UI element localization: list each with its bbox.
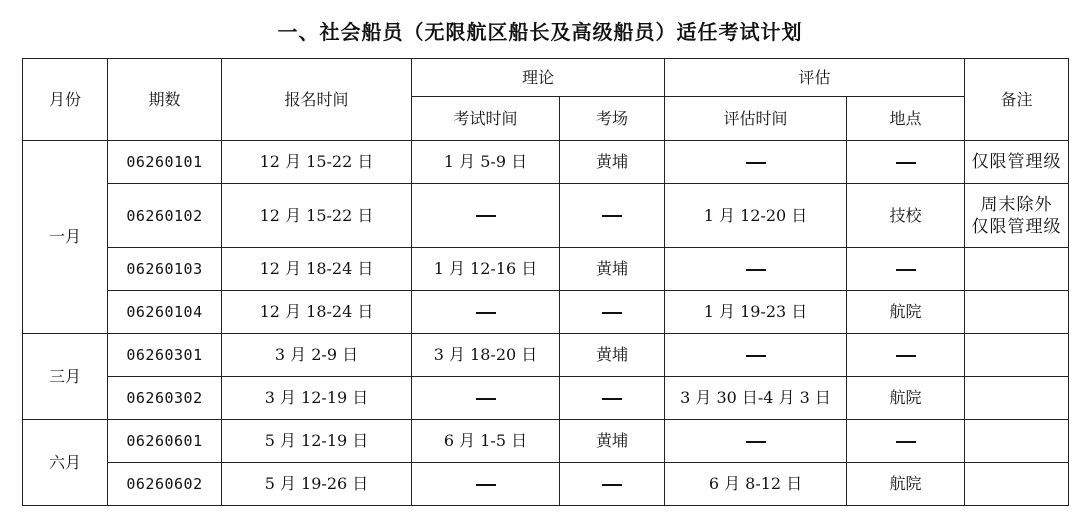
dash-mark [746, 269, 766, 271]
month-cell-mar: 三月 [23, 334, 108, 420]
period-cell: 06260101 [108, 141, 222, 184]
dash-mark [476, 398, 496, 400]
assessment-time-cell: 3 月 30 日-4 月 3 日 [665, 377, 847, 420]
header-row-1 [23, 59, 1069, 97]
dash-mark [896, 269, 916, 271]
dash-mark [602, 312, 622, 314]
table-row [23, 248, 1069, 291]
location-cell: 航院 [847, 291, 965, 334]
remarks-cell [965, 248, 1069, 291]
header-theory: 理论 [412, 59, 665, 97]
registration-cell: 12 月 15-22 日 [222, 141, 412, 184]
location-cell: 航院 [847, 463, 965, 506]
period-cell: 06260602 [108, 463, 222, 506]
dash-mark [746, 162, 766, 164]
dash-mark [602, 215, 622, 217]
assessment-time-cell [665, 420, 847, 463]
header-location: 地点 [847, 97, 965, 141]
exam-schedule-table [22, 58, 1069, 506]
location-cell: 航院 [847, 377, 965, 420]
period-cell: 06260301 [108, 334, 222, 377]
dash-mark [476, 312, 496, 314]
location-cell [847, 248, 965, 291]
dash-mark [746, 441, 766, 443]
assessment-time-cell: 1 月 12-20 日 [665, 184, 847, 248]
venue-cell [560, 291, 665, 334]
location-cell [847, 334, 965, 377]
registration-cell: 12 月 15-22 日 [222, 184, 412, 248]
period-cell: 06260601 [108, 420, 222, 463]
venue-cell: 黄埔 [560, 248, 665, 291]
header-venue: 考场 [560, 97, 665, 141]
header-registration: 报名时间 [222, 59, 412, 141]
period-cell: 06260104 [108, 291, 222, 334]
remarks-cell [965, 463, 1069, 506]
table-row [23, 334, 1069, 377]
exam-time-cell: 1 月 5-9 日 [412, 141, 560, 184]
venue-cell: 黄埔 [560, 334, 665, 377]
venue-cell: 黄埔 [560, 141, 665, 184]
table-row [23, 291, 1069, 334]
remarks-cell [965, 334, 1069, 377]
header-month: 月份 [23, 59, 108, 141]
exam-time-cell [412, 463, 560, 506]
dash-mark [896, 441, 916, 443]
exam-time-cell: 3 月 18-20 日 [412, 334, 560, 377]
period-cell: 06260302 [108, 377, 222, 420]
header-assessment: 评估 [665, 59, 965, 97]
remarks-line: 仅限管理级 [971, 216, 1062, 237]
location-cell [847, 420, 965, 463]
dash-mark [896, 162, 916, 164]
exam-time-cell: 6 月 1-5 日 [412, 420, 560, 463]
header-assessment-time: 评估时间 [665, 97, 847, 141]
dash-mark [602, 484, 622, 486]
period-cell: 06260102 [108, 184, 222, 248]
venue-cell [560, 463, 665, 506]
registration-cell: 3 月 12-19 日 [222, 377, 412, 420]
page-title: 一、社会船员（无限航区船长及高级船员）适任考试计划 [277, 20, 803, 44]
dash-mark [746, 355, 766, 357]
registration-cell: 3 月 2-9 日 [222, 334, 412, 377]
header-exam-time: 考试时间 [412, 97, 560, 141]
remarks-cell [965, 377, 1069, 420]
remarks-cell [965, 420, 1069, 463]
dash-mark [602, 398, 622, 400]
dash-mark [476, 215, 496, 217]
assessment-time-cell [665, 248, 847, 291]
exam-time-cell [412, 377, 560, 420]
assessment-time-cell [665, 334, 847, 377]
header-remarks: 备注 [965, 59, 1069, 141]
month-cell-jan: 一月 [23, 141, 108, 334]
registration-cell: 5 月 12-19 日 [222, 420, 412, 463]
remarks-cell [965, 184, 1069, 248]
remarks-cell [965, 291, 1069, 334]
table-row [23, 463, 1069, 506]
exam-time-cell [412, 184, 560, 248]
dash-mark [896, 355, 916, 357]
location-cell [847, 141, 965, 184]
period-cell: 06260103 [108, 248, 222, 291]
assessment-time-cell: 1 月 19-23 日 [665, 291, 847, 334]
dash-mark [476, 484, 496, 486]
venue-cell: 黄埔 [560, 420, 665, 463]
table-row [23, 420, 1069, 463]
header-period: 期数 [108, 59, 222, 141]
registration-cell: 12 月 18-24 日 [222, 248, 412, 291]
location-cell: 技校 [847, 184, 965, 248]
month-cell-jun: 六月 [23, 420, 108, 506]
exam-time-cell: 1 月 12-16 日 [412, 248, 560, 291]
venue-cell [560, 377, 665, 420]
remarks-cell: 仅限管理级 [965, 141, 1069, 184]
assessment-time-cell [665, 141, 847, 184]
table-row [23, 184, 1069, 248]
table-row [23, 377, 1069, 420]
registration-cell: 12 月 18-24 日 [222, 291, 412, 334]
assessment-time-cell: 6 月 8-12 日 [665, 463, 847, 506]
remarks-line: 周末除外 [980, 194, 1053, 215]
venue-cell [560, 184, 665, 248]
registration-cell: 5 月 19-26 日 [222, 463, 412, 506]
table-row [23, 141, 1069, 184]
exam-time-cell [412, 291, 560, 334]
